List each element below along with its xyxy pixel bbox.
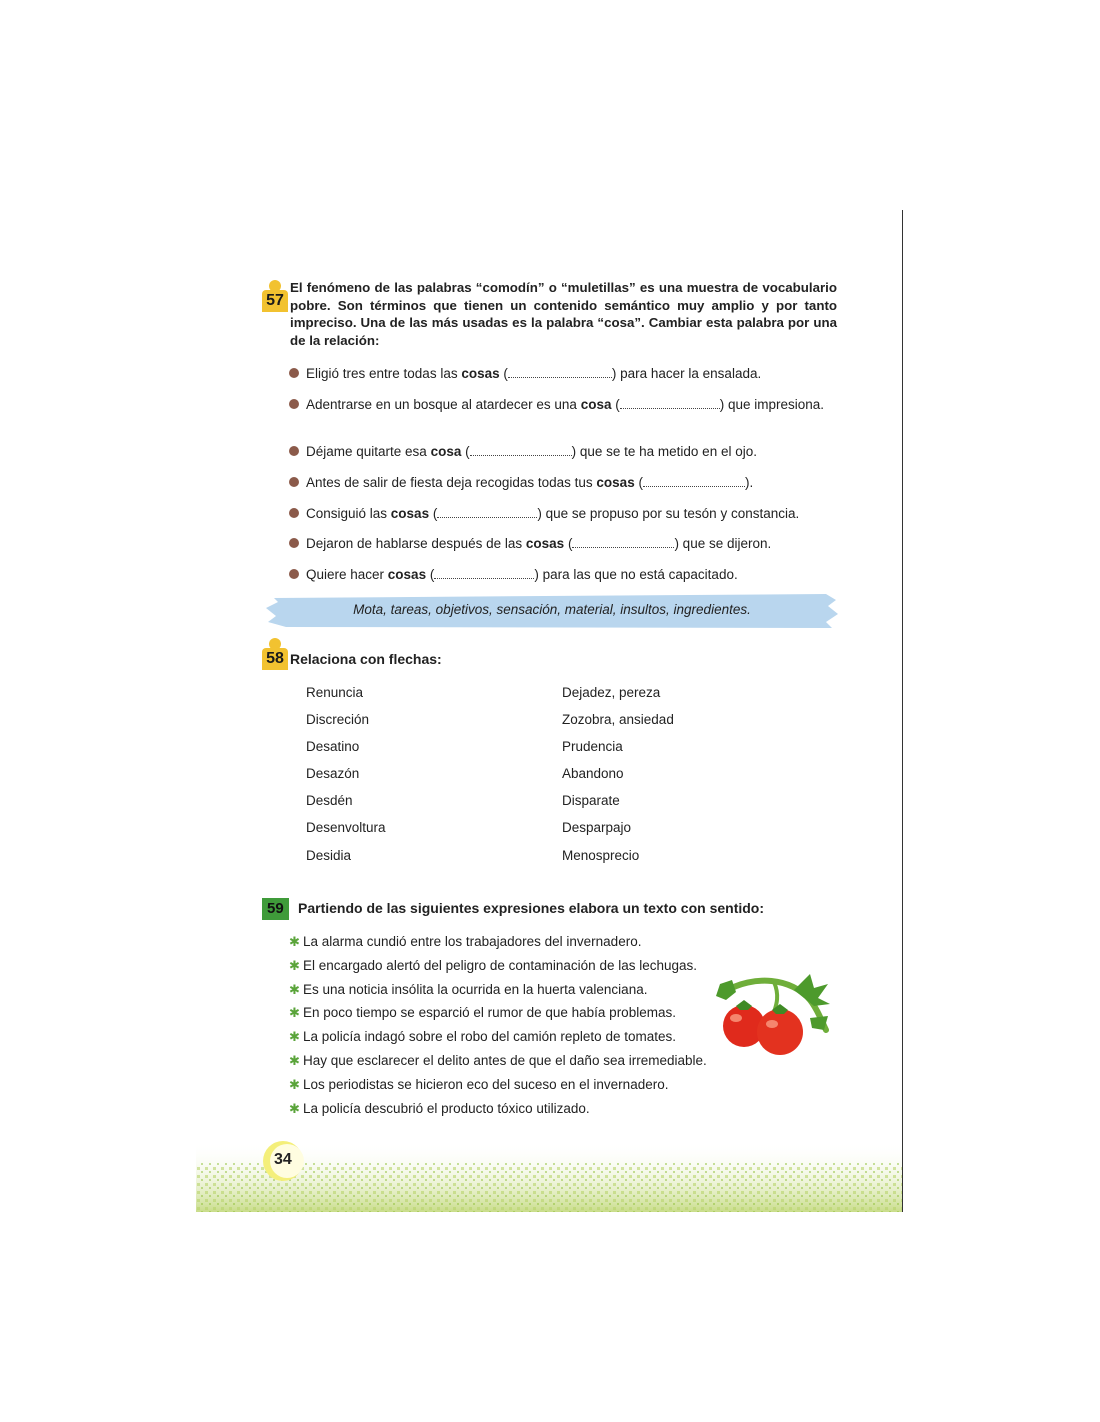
expression-text: Es una noticia insólita la ocurrida en la huerta valenciana. [303,982,648,997]
item-text-end: ) que se propuso por su tesón y constancia. [537,506,800,521]
item-keyword: cosa [430,444,462,459]
leaf-bullet-icon: ✱ [289,1101,300,1116]
match-definition[interactable]: Abandono [562,766,624,781]
item-text: Déjame quitarte esa [306,444,431,459]
exercise-57-item [306,566,836,583]
match-term[interactable]: Renuncia [306,685,364,700]
item-keyword: cosas [387,567,427,582]
exercise-57-number: 57 [262,290,288,312]
expression-item [289,1005,676,1020]
item-text-end: ) que impresiona. [719,397,825,412]
item-text-end: ) para hacer la ensalada. [611,366,762,381]
answer-blank[interactable] [643,475,745,487]
leaf-bullet-icon: ✱ [289,1029,300,1044]
leaf-bullet-icon: ✱ [289,1053,300,1068]
item-keyword: cosas [461,366,500,381]
answer-blank[interactable] [470,444,572,456]
word-bank [266,592,838,630]
expression-item [289,1101,590,1116]
item-text: Eligió tres entre todas las [306,366,462,381]
answer-blank[interactable] [434,567,534,579]
item-text-end: ) que se te ha metido en el ojo. [571,444,757,459]
match-definition[interactable]: Disparate [562,793,620,808]
expression-text: Hay que esclarecer el delito antes de que el daño sea irremediable. [303,1053,707,1068]
item-paren: ( [461,444,470,459]
page-edge-line [902,210,903,1212]
expression-item [289,934,642,949]
expression-text: El encargado alertó del peligro de contaminación de las lechugas. [303,958,698,973]
bullet-icon [289,368,299,378]
expression-item [289,982,648,997]
exercise-57-item [306,443,836,460]
leaf-bullet-icon: ✱ [289,958,300,973]
exercise-57-item [306,365,836,382]
item-text: Consiguió las [306,506,391,521]
item-text: Antes de salir de fiesta deja recogidas todas tus [306,475,597,490]
answer-blank[interactable] [508,366,612,378]
match-term[interactable]: Desazón [306,766,360,781]
item-text-end: ) para las que no está capacitado. [534,567,738,582]
exercise-59-instructions: Partiendo de las siguientes expresiones elabora un texto con sentido: [298,900,765,916]
item-text: Adentrarse en un bosque al atardecer es una [306,397,581,412]
bullet-icon [289,508,299,518]
bullet-icon [289,477,299,487]
exercise-57-item [306,535,836,552]
match-term[interactable]: Discreción [306,712,370,727]
match-definition[interactable]: Zozobra, ansiedad [562,712,674,727]
expression-item [289,958,698,973]
item-keyword: cosas [390,506,430,521]
exercise-58-badge [262,638,288,670]
item-paren: ( [634,475,643,490]
expression-item [289,1029,676,1044]
exercise-58-instructions: Relaciona con flechas: [290,651,442,667]
exercise-57-item [306,396,838,413]
item-paren: ( [429,506,438,521]
exercise-57-item [306,474,836,491]
match-definition[interactable]: Menosprecio [562,848,640,863]
tomato-illustration [714,970,836,1056]
bullet-icon [289,399,299,409]
exercise-57-instructions: El fenómeno de las palabras “comodín” o “muletillas” es una muestra de vocabulario pobre. Son términos que tienen un contenido semántico muy amplio y por tanto impreciso. Una de las más usadas es la palabra “cosa”. Cambiar esta palabra por una de la relación: [290,280,837,348]
exercise-57-item [306,505,846,522]
leaf-bullet-icon: ✱ [289,982,300,997]
workbook-page [196,210,902,1212]
expression-text: La policía descubrió el producto tóxico utilizado. [303,1101,590,1116]
item-text-end: ) que se dijeron. [674,536,772,551]
match-definition[interactable]: Desparpajo [562,820,632,835]
page-number: 34 [274,1151,292,1168]
leaf-bullet-icon: ✱ [289,934,300,949]
bullet-icon [289,569,299,579]
item-paren: ( [564,536,573,551]
item-paren: ( [611,397,620,412]
item-keyword: cosa [580,397,612,412]
page-number-badge [262,1140,304,1182]
answer-blank[interactable] [437,506,537,518]
exercise-58-number: 58 [262,648,288,670]
item-paren: ( [499,366,508,381]
item-text: Dejaron de hablarse después de las [306,536,526,551]
expression-text: La policía indagó sobre el robo del camión repleto de tomates. [303,1029,676,1044]
word-bank-text: Mota, tareas, objetivos, sensación, material, insultos, ingredientes. [353,602,751,617]
expression-text: La alarma cundió entre los trabajadores del invernadero. [303,934,642,949]
match-definition[interactable]: Prudencia [562,739,623,754]
answer-blank[interactable] [572,536,674,548]
expression-item [289,1053,707,1068]
expression-text: Los periodistas se hicieron eco del suceso en el invernadero. [303,1077,669,1092]
match-term[interactable]: Desenvoltura [306,820,386,835]
match-term[interactable]: Desatino [306,739,360,754]
match-definition[interactable]: Dejadez, pereza [562,685,661,700]
item-keyword: cosas [596,475,635,490]
leaf-bullet-icon: ✱ [289,1005,300,1020]
item-keyword: cosas [525,536,565,551]
exercise-57-badge [262,280,288,312]
item-text: Quiere hacer [306,567,388,582]
exercise-59-badge: 59 [262,898,289,920]
expression-item [289,1077,669,1092]
item-paren: ( [426,567,435,582]
match-term[interactable]: Desdén [306,793,353,808]
answer-blank[interactable] [620,397,720,409]
expression-text: En poco tiempo se esparció el rumor de que había problemas. [303,1005,676,1020]
bullet-icon [289,446,299,456]
leaf-bullet-icon: ✱ [289,1077,300,1092]
item-text-end: ). [744,475,754,490]
match-term[interactable]: Desidia [306,848,352,863]
bullet-icon [289,538,299,548]
